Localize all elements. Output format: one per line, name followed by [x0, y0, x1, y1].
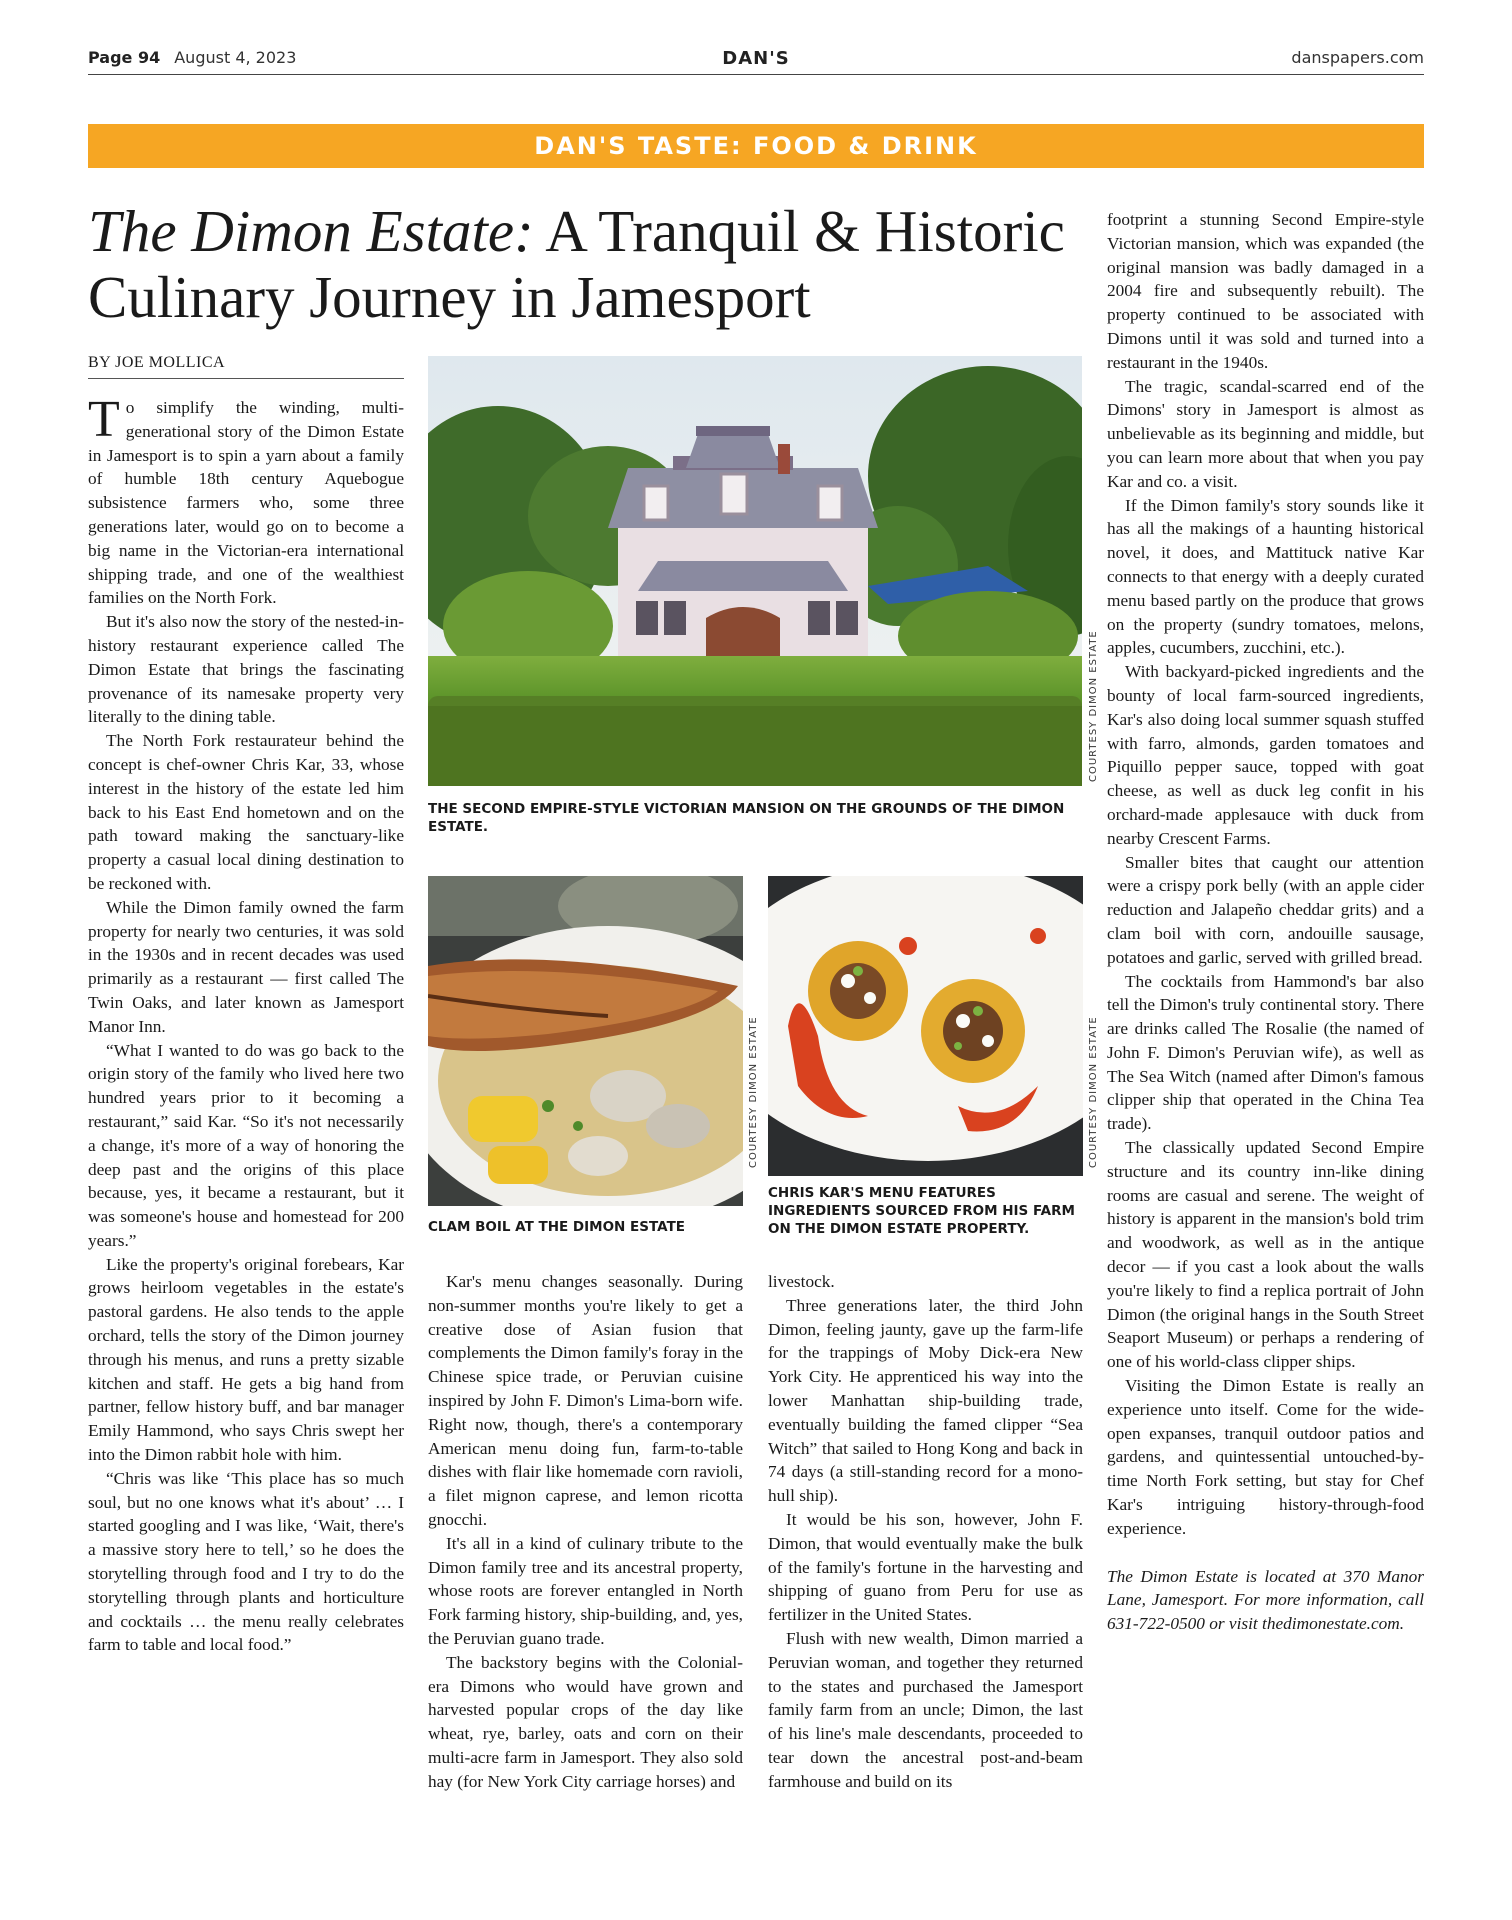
- article-paragraph: livestock.: [768, 1272, 835, 1291]
- article-paragraph: “Chris was like ‘This place has so much soul, but no one knows what it's about’ … I started googling and I was like, ‘Wait, there's a massive story here to tell,’ so he does the storytelling through food and I try to do the storytelling through plants and horticulture and cocktails … the menu really celebrates farm to table and local food.”: [88, 1468, 404, 1655]
- article-paragraph: Visiting the Dimon Estate is really an experience unto itself. Come for the wide-open expanses, tranquil outdoor patios and gardens, and quintessential untouched-by-time North Fork setting, but stay for Chef Kar's intriguing history-through-food experience.: [1107, 1376, 1424, 1538]
- article-paragraph: “What I wanted to do was go back to the origin story of the family who lived here two hundred years prior to it becoming a restaurant,” said Kar. “So it's not necessarily a change, it's more of a way of honoring the deep past and the origins of this place because, yes, it became a restaurant, but it was someone's house and homestead for 200 years.”: [88, 1040, 404, 1250]
- masthead: DAN'S: [722, 48, 790, 69]
- article-paragraph: It would be his son, however, John F. Dimon, that would eventually make the bulk of the family's fortune in the harvesting and shipping of guano from Peru for use as fertilizer in the United States.: [768, 1509, 1083, 1625]
- squash-caption: CHRIS KAR'S MENU FEATURES INGREDIENTS SOURCED FROM HIS FARM ON THE DIMON ESTATE PROPERTY.: [768, 1185, 1075, 1237]
- article-column-4: [1107, 208, 1424, 1636]
- squash-illustration: [768, 876, 1083, 1176]
- byline-rule: [88, 378, 404, 379]
- page-number: Page 94: [88, 48, 161, 67]
- article-paragraph: To simplify the winding, multi-generational story of the Dimon Estate in Jamesport is to spin a yarn about a family of humble 18th century Aquebogue subsistence farmers who, some three generations later, would go on to become a big name in the Victorian-era international shipping trade, and one of the wealthiest families on the North Fork.: [88, 391, 404, 608]
- article-headline: [88, 198, 1088, 330]
- article-paragraph: The tragic, scandal-scarred end of the Dimons' story in Jamesport is almost as unbelievable as its beginning and middle, but you can learn more about that when you pay Kar and co. a visit.: [1107, 376, 1424, 491]
- article-paragraph: The classically updated Second Empire structure and its country inn-like dining rooms are casual and serene. The weight of history is apparent in the mansion's bold trim and woodwork, as well as in the antique decor — if you cast a look about the walls you're likely to find a replica portrait of John Dimon (the original hangs in the South Street Seaport Museum) or perhaps a rendering of one of his world-class clipper ships.: [1107, 1138, 1424, 1372]
- mansion-photo: [428, 356, 1082, 786]
- photo-credit: COURTESY DIMON ESTATE: [1088, 1016, 1099, 1168]
- article-paragraph: But it's also now the story of the nested-in-history restaurant experience called The Dimon Estate that brings the fascinating provenance of its namesake property very literally to the dining table.: [88, 612, 404, 727]
- info-box: [1107, 1565, 1424, 1636]
- article-paragraph: With backyard-picked ingredients and the bounty of local farm-sourced ingredients, Kar's also doing local summer squash stuffed with farro, almonds, garden tomatoes and Piquillo pepper sauce, topped with goat cheese, as well as duck leg confit in his orchard-made applesauce with duck from nearby Crescent Farms.: [1107, 662, 1424, 848]
- photo-credit: COURTESY DIMON ESTATE: [1088, 630, 1099, 782]
- venue-info: The Dimon Estate is located at 370 Manor Lane, Jamesport. For more information, call 631-722-0500 or visit thedimonestate.com.: [1107, 1566, 1424, 1634]
- article-column-2: [428, 1270, 743, 1794]
- photo-credit: COURTESY DIMON ESTATE: [748, 1016, 759, 1168]
- clam-boil-photo: [428, 876, 743, 1206]
- mansion-caption: THE SECOND EMPIRE-STYLE VICTORIAN MANSION ON THE GROUNDS OF THE DIMON ESTATE.: [428, 801, 1065, 835]
- article-paragraph: Like the property's original forebears, Kar grows heirloom vegetables in the estate's pastoral gardens. He also tends to the apple orchard, tells the story of the Dimon journey through his menus, and runs a pretty sizable kitchen and staff. He gets a big hand from partner, fellow history buff, and bar manager Emily Hammond, who says Chris swept her into the Dimon rabbit hole with him.: [88, 1254, 404, 1465]
- issue-date: August 4, 2023: [174, 48, 297, 67]
- article-paragraph: If the Dimon family's story sounds like it has all the makings of a haunting historical novel, it does, and Mattituck native Kar connects to that energy with a deeply curated menu based partly on the produce that grows on the property (sundry tomatoes, melons, apples, cucumbers, zucchini, etc.).: [1107, 495, 1424, 658]
- headline-italic: The Dimon Estate:: [88, 198, 534, 264]
- header-rule: [88, 74, 1424, 75]
- clam-boil-caption: CLAM BOIL AT THE DIMON ESTATE: [428, 1219, 685, 1235]
- section-banner: DAN'S TASTE: FOOD & DRINK: [88, 124, 1424, 168]
- squash-photo: [768, 876, 1083, 1176]
- byline: BY JOE MOLLICA: [88, 354, 226, 371]
- drop-cap: T: [88, 391, 120, 448]
- article-paragraph: The North Fork restaurateur behind the concept is chef-owner Chris Kar, 33, whose interest in the history of the estate led him back to his East End hometown and on the path toward making the sanctuary-like property a casual local dining destination to be reckoned with.: [88, 731, 404, 893]
- article-paragraph: Flush with new wealth, Dimon married a Peruvian woman, and together they returned to the states and purchased the Jamesport family farm from an uncle; Dimon, the last of his line's male descendants, proceeded to tear down the ancestral post-and-beam farmhouse and build on its: [768, 1628, 1083, 1791]
- article-paragraph: The cocktails from Hammond's bar also tell the Dimon's truly continental story. There are drinks called The Rosalie (the named of John F. Dimon's Peruvian wife), as well as The Sea Witch (named after Dimon's famous clipper ship that operated in the China Tea trade).: [1107, 971, 1424, 1134]
- article-paragraph: footprint a stunning Second Empire-style Victorian mansion, which was expanded (the original mansion was badly damaged in a 2004 fire and subsequently rebuilt). The property continued to be associated with Dimons until it was sold and turned into a restaurant in the 1940s.: [1107, 210, 1424, 372]
- article-column-3: [768, 1270, 1083, 1794]
- clam-boil-illustration: [428, 876, 743, 1206]
- headline-rest: A Tranquil & Historic Culinary Journey in Jamesport: [88, 198, 1065, 330]
- article-paragraph: Three generations later, the third John Dimon, feeling jaunty, gave up the farm-life for the trappings of Moby Dick-era New York City. He apprenticed his way into the lower Manhattan ship-building trade, eventually building the famed clipper “Sea Witch” that sailed to Hong Kong and back in 74 days (a still-standing record for a mono-hull ship).: [768, 1295, 1083, 1506]
- article-paragraph: Kar's menu changes seasonally. During non-summer months you're likely to get a creative dose of Asian fusion that complements the Dimon family's foray in the Chinese spice trade, or Peruvian cuisine inspired by John F. Dimon's Lima-born wife. Right now, though, there's a contemporary American menu doing fun, farm-to-table dishes with flair like homemade corn ravioli, a filet mignon caprese, and lemon ricotta gnocchi.: [428, 1272, 743, 1529]
- article-paragraph: While the Dimon family owned the farm property for nearly two centuries, it was sold in the 1930s and in recent decades was used primarily as a restaurant — first called The Twin Oaks, and later known as Jamesport Manor Inn.: [88, 897, 404, 1036]
- website-url[interactable]: danspapers.com: [1291, 48, 1424, 67]
- article-paragraph: It's all in a kind of culinary tribute to the Dimon family tree and its ancestral property, whose roots are forever entangled in North Fork farming history, ship-building, and, yes, the Peruvian guano trade.: [428, 1533, 743, 1648]
- mansion-illustration: [428, 356, 1082, 786]
- article-paragraph: Smaller bites that caught our attention were a crispy pork belly (with an apple cider reduction and Jalapeño cheddar grits) and a clam boil with corn, andouille sausage, potatoes and garlic, served with grilled bread.: [1107, 852, 1424, 967]
- article-paragraph: The backstory begins with the Colonial-era Dimons who would have grown and harvested popular crops of the day like wheat, rye, barley, oats and corn on their multi-acre farm in Jamesport. They also sold hay (for New York City carriage horses) and: [428, 1652, 743, 1791]
- article-column-1: [88, 391, 404, 1657]
